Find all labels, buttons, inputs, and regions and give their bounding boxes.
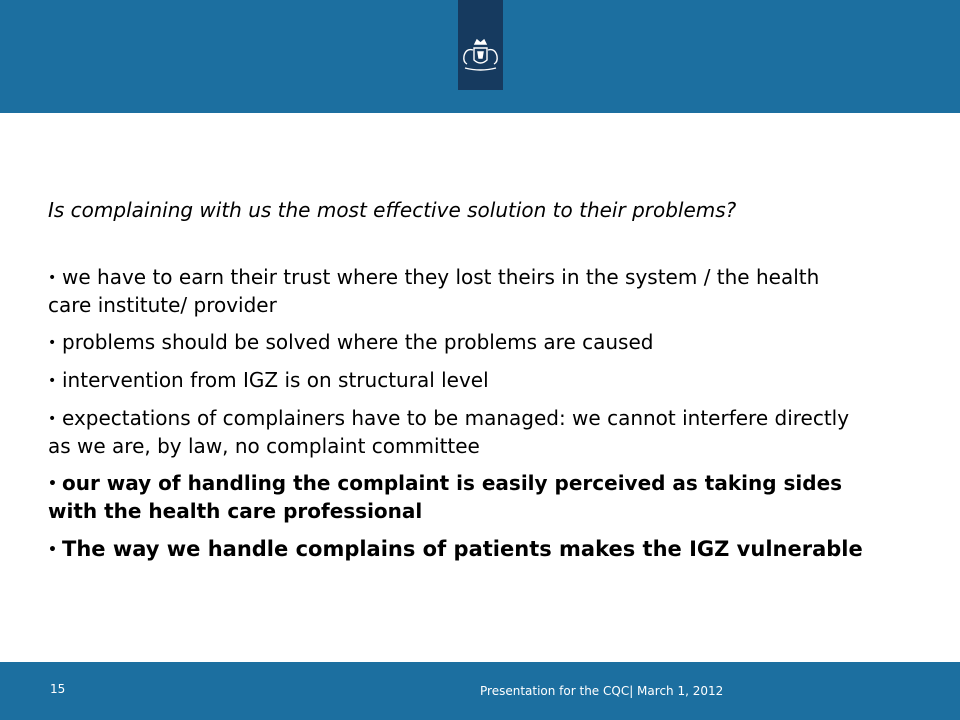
slide-body xyxy=(48,196,868,574)
list-item: • our way of handling the complaint is easily perceived as taking sides with the health care professional xyxy=(48,471,843,523)
page-number: 15 xyxy=(50,682,66,696)
footer-band xyxy=(0,662,960,720)
list-item: • we have to earn their trust where they lost theirs in the system / the health care institute/ provider xyxy=(48,265,820,317)
list-item: • problems should be solved where the problems are caused xyxy=(48,329,868,357)
bullet-icon: • xyxy=(48,411,57,427)
bullet-icon: • xyxy=(48,476,57,492)
coat-of-arms-icon xyxy=(458,38,503,80)
bullet-icon: • xyxy=(48,373,57,389)
list-item: • The way we handle complains of patients makes the IGZ vulnerable xyxy=(48,535,868,564)
list-item: • expectations of complainers have to be managed: we cannot interfere directly as we are, by law, no complaint committee xyxy=(48,406,850,458)
bullet-icon: • xyxy=(48,270,57,286)
logo-box xyxy=(458,0,503,90)
list-item: • intervention from IGZ is on structural level xyxy=(48,367,868,395)
slide-question: Is complaining with us the most effective solution to their problems? xyxy=(48,198,737,222)
bullet-icon: • xyxy=(48,542,57,558)
footer-text: Presentation for the CQC| March 1, 2012 xyxy=(480,684,724,698)
bullet-list xyxy=(48,264,868,564)
bullet-icon: • xyxy=(48,335,57,351)
header-band xyxy=(0,0,960,113)
